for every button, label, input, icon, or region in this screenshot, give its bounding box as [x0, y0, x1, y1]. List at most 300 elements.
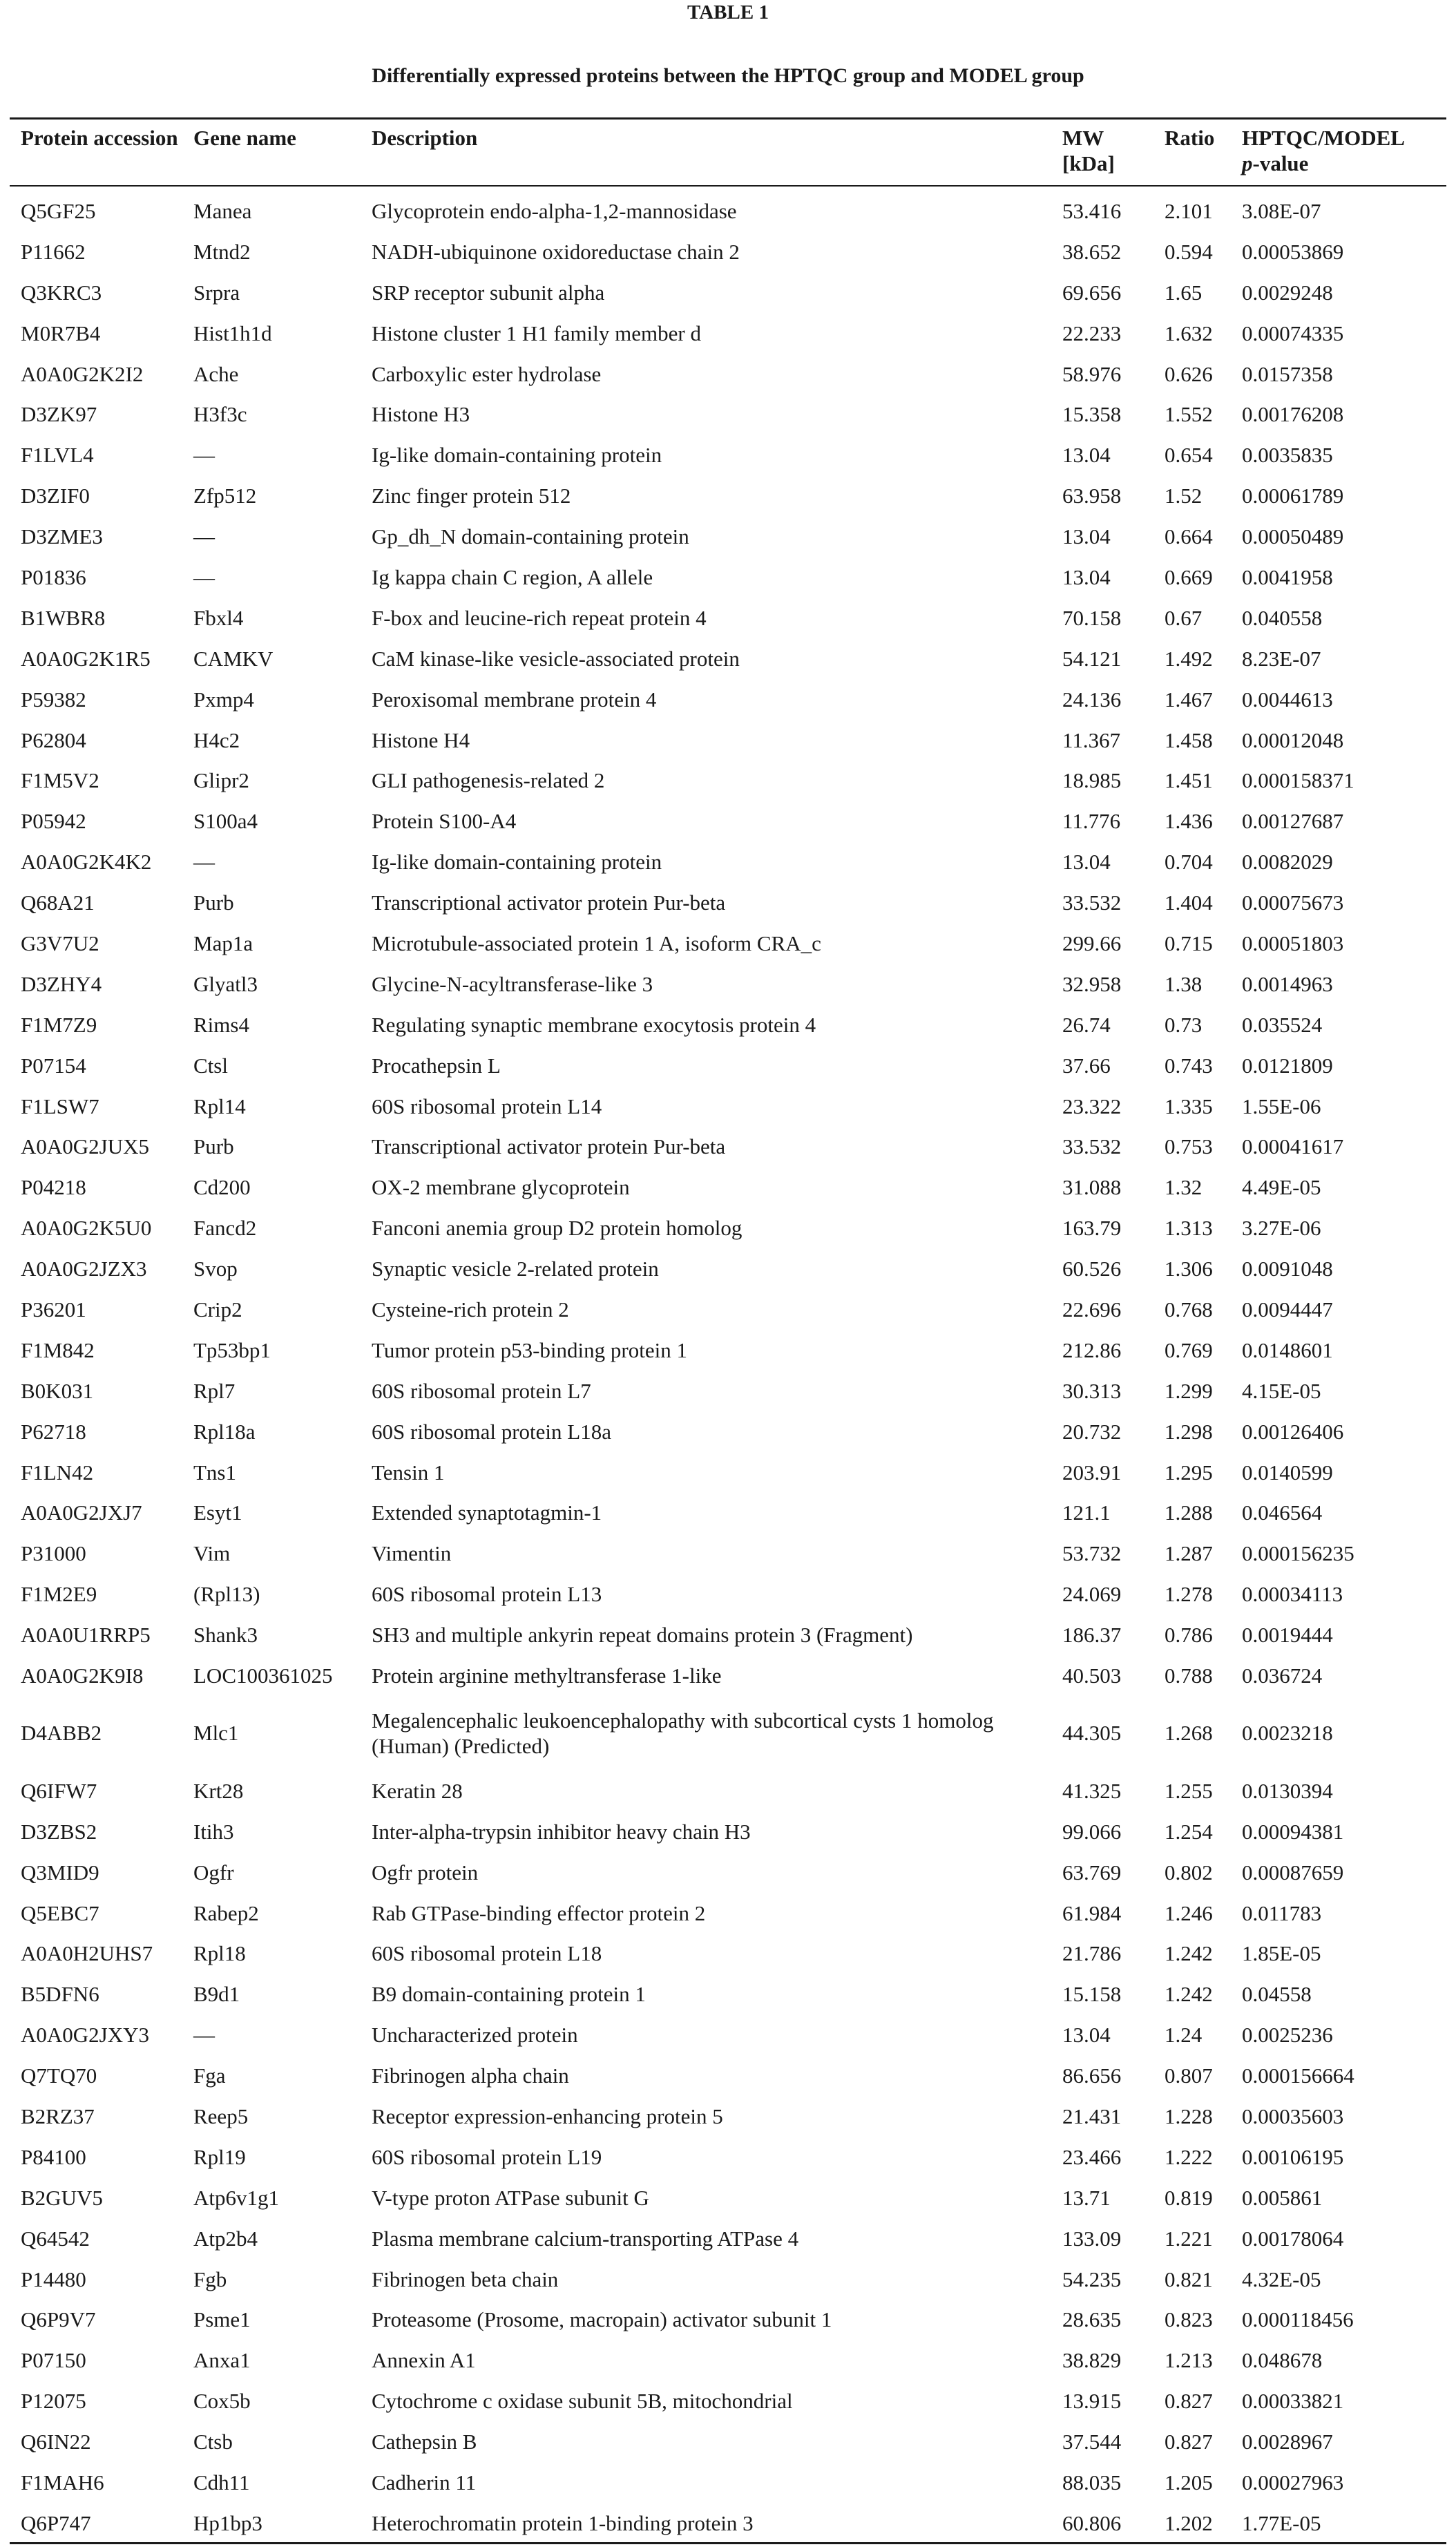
cell-description: Ig-like domain-containing protein — [372, 850, 662, 875]
cell-ratio: 0.626 — [1165, 361, 1213, 386]
cell-pvalue: 0.0029248 — [1242, 280, 1333, 305]
table-row — [10, 1811, 1446, 1852]
cell-accession: Q5GF25 — [21, 198, 96, 223]
cell-pvalue: 0.00027963 — [1242, 2470, 1344, 2495]
cell-description: Protein S100-A4 — [372, 809, 517, 834]
cell-gene-name: Purb — [193, 890, 234, 915]
cell-mw: 13.04 — [1062, 524, 1111, 549]
cell-ratio: 1.632 — [1165, 321, 1213, 345]
cell-mw: 212.86 — [1062, 1337, 1122, 1362]
cell-accession: A0A0G2K9I8 — [21, 1663, 144, 1688]
cell-mw: 15.358 — [1062, 402, 1122, 427]
cell-ratio: 1.202 — [1165, 2510, 1213, 2535]
cell-description: Ig kappa chain C region, A allele — [372, 564, 653, 589]
cell-mw: 26.74 — [1062, 1012, 1111, 1037]
cell-description: Fibrinogen alpha chain — [372, 2063, 569, 2088]
table-row — [10, 2503, 1446, 2544]
cell-gene-name: Rabep2 — [193, 1900, 259, 1925]
table-row — [10, 557, 1446, 598]
table-row — [10, 679, 1446, 720]
cell-description: CaM kinase-like vesicle-associated protein — [372, 646, 740, 671]
table-row — [10, 394, 1446, 435]
cell-gene-name: Ctsb — [193, 2430, 233, 2454]
cell-description: Microtubule-associated protein 1 A, isoform CRA_c — [372, 931, 821, 955]
table-row — [10, 1371, 1446, 1411]
cell-description: Histone H3 — [372, 402, 470, 427]
cell-gene-name: B9d1 — [193, 1982, 240, 2007]
cell-mw: 60.806 — [1062, 2510, 1122, 2535]
cell-gene-name: Manea — [193, 198, 252, 223]
table-row — [10, 1934, 1446, 1974]
table-bottom-rule — [10, 2542, 1446, 2544]
cell-ratio: 1.458 — [1165, 727, 1213, 752]
cell-accession: P59382 — [21, 687, 86, 712]
column-header-gene: Gene name — [193, 126, 296, 150]
table-row — [10, 2259, 1446, 2300]
table-row — [10, 1330, 1446, 1371]
cell-accession: F1LN42 — [21, 1460, 94, 1485]
cell-pvalue: 0.00176208 — [1242, 402, 1344, 427]
cell-pvalue: 0.00061789 — [1242, 484, 1344, 508]
cell-ratio: 1.228 — [1165, 2104, 1213, 2129]
cell-ratio: 0.664 — [1165, 524, 1213, 549]
cell-description: Procathepsin L — [372, 1053, 501, 1078]
cell-pvalue: 0.00126406 — [1242, 1419, 1344, 1444]
cell-accession: D3ZME3 — [21, 524, 103, 549]
cell-accession: A0A0G2JUX5 — [21, 1134, 149, 1159]
cell-gene-name: Hist1h1d — [193, 321, 272, 345]
table-row — [10, 1126, 1446, 1167]
table-row — [10, 1045, 1446, 1086]
column-header-ratio: Ratio — [1165, 126, 1215, 150]
cell-gene-name: LOC100361025 — [193, 1663, 333, 1688]
table-caption: Differentially expressed proteins between the HPTQC group and MODEL group — [372, 64, 1084, 87]
cell-ratio: 1.298 — [1165, 1419, 1213, 1444]
cell-description: SRP receptor subunit alpha — [372, 280, 605, 305]
table-row — [10, 598, 1446, 638]
cell-gene-name: — — [193, 443, 215, 468]
cell-accession: P05942 — [21, 809, 86, 834]
cell-accession: A0A0G2JZX3 — [21, 1257, 147, 1281]
cell-accession: Q64542 — [21, 2226, 90, 2251]
cell-mw: 61.984 — [1062, 1900, 1122, 1925]
table-row — [10, 882, 1446, 923]
cell-pvalue: 0.0140599 — [1242, 1460, 1333, 1485]
cell-ratio: 0.802 — [1165, 1860, 1213, 1885]
cell-gene-name: H4c2 — [193, 727, 240, 752]
cell-mw: 15.158 — [1062, 1982, 1122, 2007]
cell-ratio: 1.213 — [1165, 2348, 1213, 2373]
cell-gene-name: Fbxl4 — [193, 605, 244, 630]
cell-mw: 38.652 — [1062, 239, 1122, 264]
cell-pvalue: 0.000118456 — [1242, 2307, 1354, 2332]
table-row — [10, 1533, 1446, 1574]
cell-pvalue: 0.048678 — [1242, 2348, 1323, 2373]
cell-accession: Q6IN22 — [21, 2430, 91, 2454]
cell-gene-name: Ogfr — [193, 1860, 234, 1885]
table-row — [10, 1974, 1446, 2014]
cell-description: Carboxylic ester hydrolase — [372, 361, 602, 386]
cell-accession: P04218 — [21, 1175, 86, 1200]
cell-pvalue: 1.55E-06 — [1242, 1094, 1321, 1118]
table-row — [10, 1893, 1446, 1934]
cell-gene-name: Cox5b — [193, 2389, 251, 2414]
cell-ratio: 0.821 — [1165, 2267, 1213, 2291]
cell-pvalue: 1.85E-05 — [1242, 1941, 1321, 1966]
cell-accession: Q68A21 — [21, 890, 95, 915]
cell-ratio: 1.32 — [1165, 1175, 1203, 1200]
cell-mw: 121.1 — [1062, 1500, 1111, 1525]
cell-description: Histone H4 — [372, 727, 470, 752]
cell-mw: 33.532 — [1062, 890, 1122, 915]
protein-table — [10, 120, 1446, 2544]
table-header — [10, 120, 1446, 191]
table-row — [10, 1574, 1446, 1614]
cell-description: Inter-alpha-trypsin inhibitor heavy chain H3 — [372, 1819, 751, 1844]
table-header-row — [10, 120, 1446, 191]
cell-description: Protein arginine methyltransferase 1-like — [372, 1663, 722, 1688]
cell-description: Tensin 1 — [372, 1460, 445, 1485]
cell-ratio: 0.769 — [1165, 1337, 1213, 1362]
cell-pvalue: 0.040558 — [1242, 605, 1323, 630]
table-row — [10, 2096, 1446, 2137]
cell-accession: F1M5V2 — [21, 768, 99, 793]
cell-gene-name: Rpl18 — [193, 1941, 246, 1966]
cell-ratio: 0.669 — [1165, 564, 1213, 589]
cell-accession: D4ABB2 — [21, 1721, 102, 1746]
cell-ratio: 1.451 — [1165, 768, 1213, 793]
column-header-mw: MW [kDa] — [1062, 126, 1115, 175]
cell-pvalue: 0.00106195 — [1242, 2144, 1344, 2169]
cell-description: 60S ribosomal protein L18 — [372, 1941, 602, 1966]
cell-mw: 88.035 — [1062, 2470, 1122, 2495]
cell-description: Cytochrome c oxidase subunit 5B, mitochondrial — [372, 2389, 793, 2414]
cell-description: Tumor protein p53-binding protein 1 — [372, 1337, 687, 1362]
table-row — [10, 354, 1446, 394]
cell-accession: A0A0G2JXY3 — [21, 2023, 149, 2048]
cell-ratio: 1.288 — [1165, 1500, 1213, 1525]
column-header-description: Description — [372, 126, 478, 150]
cell-gene-name: Ache — [193, 361, 239, 386]
cell-gene-name: Pxmp4 — [193, 687, 254, 712]
cell-mw: 24.069 — [1062, 1582, 1122, 1607]
cell-gene-name: S100a4 — [193, 809, 258, 834]
cell-gene-name: Crip2 — [193, 1297, 242, 1322]
cell-ratio: 0.73 — [1165, 1012, 1203, 1037]
cell-description: 60S ribosomal protein L19 — [372, 2144, 602, 2169]
cell-description: Fibrinogen beta chain — [372, 2267, 559, 2291]
cell-pvalue: 0.00127687 — [1242, 809, 1344, 834]
cell-description: 60S ribosomal protein L18a — [372, 1419, 611, 1444]
table-row — [10, 2300, 1446, 2340]
cell-accession: Q6P9V7 — [21, 2307, 96, 2332]
cell-gene-name: Svop — [193, 1257, 238, 1281]
cell-ratio: 1.246 — [1165, 1900, 1213, 1925]
cell-ratio: 1.24 — [1165, 2023, 1203, 2048]
cell-accession: D3ZBS2 — [21, 1819, 97, 1844]
cell-pvalue: 0.0014963 — [1242, 971, 1333, 996]
table-row — [10, 2218, 1446, 2259]
table-row — [10, 801, 1446, 841]
cell-gene-name: Esyt1 — [193, 1500, 242, 1525]
pvalue-header-suffix: -value — [1252, 151, 1309, 175]
cell-ratio: 1.287 — [1165, 1541, 1213, 1566]
cell-mw: 40.503 — [1062, 1663, 1122, 1688]
cell-ratio: 1.255 — [1165, 1778, 1213, 1803]
cell-mw: 23.466 — [1062, 2144, 1122, 2169]
column-header-accession: Protein accession — [21, 126, 178, 150]
cell-description: Vimentin — [372, 1541, 452, 1566]
table-row — [10, 231, 1446, 272]
cell-ratio: 1.467 — [1165, 687, 1213, 712]
cell-gene-name: Mtnd2 — [193, 239, 251, 264]
cell-ratio: 1.52 — [1165, 484, 1203, 508]
table-row — [10, 1208, 1446, 1248]
cell-gene-name: H3f3c — [193, 402, 247, 427]
cell-ratio: 0.67 — [1165, 605, 1203, 630]
cell-mw: 54.121 — [1062, 646, 1122, 671]
cell-gene-name: CAMKV — [193, 646, 274, 671]
cell-pvalue: 0.0041958 — [1242, 564, 1333, 589]
cell-gene-name: Tns1 — [193, 1460, 236, 1485]
cell-accession: A0A0H2UHS7 — [21, 1941, 153, 1966]
table-row — [10, 2421, 1446, 2462]
cell-pvalue: 4.32E-05 — [1242, 2267, 1321, 2291]
cell-ratio: 0.704 — [1165, 850, 1213, 875]
cell-gene-name: Tp53bp1 — [193, 1337, 271, 1362]
cell-description: Synaptic vesicle 2-related protein — [372, 1257, 659, 1281]
cell-mw: 31.088 — [1062, 1175, 1122, 1200]
cell-mw: 11.776 — [1062, 809, 1121, 834]
cell-pvalue: 0.000156235 — [1242, 1541, 1354, 1566]
cell-ratio: 1.313 — [1165, 1216, 1213, 1241]
cell-pvalue: 0.0121809 — [1242, 1053, 1333, 1078]
cell-description: Heterochromatin protein 1-binding protein 3 — [372, 2510, 754, 2535]
cell-gene-name: Vim — [193, 1541, 231, 1566]
table-row — [10, 2177, 1446, 2218]
cell-description: B9 domain-containing protein 1 — [372, 1982, 646, 2007]
cell-description: Fanconi anemia group D2 protein homolog — [372, 1216, 743, 1241]
cell-pvalue: 0.000158371 — [1242, 768, 1354, 793]
cell-accession: A0A0U1RRP5 — [21, 1623, 151, 1648]
cell-pvalue: 8.23E-07 — [1242, 646, 1321, 671]
cell-description: Extended synaptotagmin-1 — [372, 1500, 602, 1525]
cell-description: 60S ribosomal protein L7 — [372, 1378, 591, 1403]
cell-accession: A0A0G2K5U0 — [21, 1216, 152, 1241]
cell-ratio: 1.492 — [1165, 646, 1213, 671]
table-row — [10, 191, 1446, 231]
cell-mw: 37.544 — [1062, 2430, 1122, 2454]
table-row — [10, 841, 1446, 882]
table-row — [10, 1493, 1446, 1534]
cell-gene-name: Rims4 — [193, 1012, 249, 1037]
cell-mw: 13.71 — [1062, 2185, 1111, 2210]
cell-pvalue: 0.00087659 — [1242, 1860, 1344, 1885]
cell-gene-name: Itih3 — [193, 1819, 234, 1844]
cell-mw: 13.915 — [1062, 2389, 1122, 2414]
cell-accession: Q5EBC7 — [21, 1900, 99, 1925]
table-row — [10, 475, 1446, 516]
cell-mw: 23.322 — [1062, 1094, 1122, 1118]
cell-description: Annexin A1 — [372, 2348, 476, 2373]
cell-mw: 37.66 — [1062, 1053, 1111, 1078]
cell-description: Ogfr protein — [372, 1860, 479, 1885]
cell-accession: F1LSW7 — [21, 1094, 99, 1118]
table-row — [10, 2014, 1446, 2055]
cell-pvalue: 0.0148601 — [1242, 1337, 1333, 1362]
cell-description: 60S ribosomal protein L13 — [372, 1582, 602, 1607]
table-row — [10, 1452, 1446, 1493]
cell-mw: 99.066 — [1062, 1819, 1122, 1844]
cell-description: V-type proton ATPase subunit G — [372, 2185, 649, 2210]
cell-accession: B2GUV5 — [21, 2185, 103, 2210]
table-row — [10, 1614, 1446, 1655]
cell-pvalue: 0.0019444 — [1242, 1623, 1333, 1648]
cell-pvalue: 0.00041617 — [1242, 1134, 1344, 1159]
cell-mw: 44.305 — [1062, 1721, 1122, 1746]
cell-accession: B5DFN6 — [21, 1982, 99, 2007]
table-number: TABLE 1 — [687, 1, 769, 23]
cell-description: Zinc finger protein 512 — [372, 484, 571, 508]
cell-ratio: 1.404 — [1165, 890, 1213, 915]
cell-mw: 32.958 — [1062, 971, 1122, 996]
cell-gene-name: Atp2b4 — [193, 2226, 258, 2251]
cell-mw: 70.158 — [1062, 605, 1122, 630]
cell-ratio: 1.38 — [1165, 971, 1203, 996]
cell-accession: G3V7U2 — [21, 931, 99, 955]
cell-mw: 53.732 — [1062, 1541, 1122, 1566]
cell-mw: 63.958 — [1062, 484, 1122, 508]
cell-mw: 21.786 — [1062, 1941, 1122, 1966]
cell-pvalue: 0.00051803 — [1242, 931, 1344, 955]
cell-pvalue: 0.00074335 — [1242, 321, 1344, 345]
cell-pvalue: 0.00050489 — [1242, 524, 1344, 549]
cell-accession: P14480 — [21, 2267, 86, 2291]
table-row — [10, 964, 1446, 1004]
cell-ratio: 1.436 — [1165, 809, 1213, 834]
table-row — [10, 1771, 1446, 1811]
cell-description: Receptor expression-enhancing protein 5 — [372, 2104, 723, 2129]
cell-mw: 38.829 — [1062, 2348, 1122, 2373]
table-row — [10, 1852, 1446, 1893]
cell-description: Regulating synaptic membrane exocytosis protein 4 — [372, 1012, 816, 1037]
cell-accession: P62804 — [21, 727, 86, 752]
cell-gene-name: Cd200 — [193, 1175, 251, 1200]
cell-mw: 58.976 — [1062, 361, 1122, 386]
cell-gene-name: Rpl7 — [193, 1378, 236, 1403]
table-row — [10, 2462, 1446, 2503]
cell-pvalue: 0.0157358 — [1242, 361, 1333, 386]
cell-mw: 30.313 — [1062, 1378, 1122, 1403]
cell-ratio: 0.827 — [1165, 2430, 1213, 2454]
cell-accession: P31000 — [21, 1541, 86, 1566]
cell-pvalue: 0.00035603 — [1242, 2104, 1344, 2129]
cell-gene-name: Zfp512 — [193, 484, 257, 508]
cell-pvalue: 0.0094447 — [1242, 1297, 1333, 1322]
cell-ratio: 0.768 — [1165, 1297, 1213, 1322]
cell-description: Histone cluster 1 H1 family member d — [372, 321, 701, 345]
cell-ratio: 0.807 — [1165, 2063, 1213, 2088]
cell-description: Cadherin 11 — [372, 2470, 477, 2495]
cell-gene-name: Anxa1 — [193, 2348, 251, 2373]
cell-pvalue: 0.035524 — [1242, 1012, 1323, 1037]
column-header-pvalue — [1231, 120, 1446, 191]
cell-accession: Q6IFW7 — [21, 1778, 97, 1803]
cell-ratio: 1.552 — [1165, 402, 1213, 427]
cell-gene-name: Rpl19 — [193, 2144, 246, 2169]
cell-description: GLI pathogenesis-related 2 — [372, 768, 605, 793]
cell-accession: A0A0G2JXJ7 — [21, 1500, 142, 1525]
cell-ratio: 1.222 — [1165, 2144, 1213, 2169]
cell-gene-name: Ctsl — [193, 1053, 228, 1078]
cell-gene-name: Srpra — [193, 280, 240, 305]
cell-gene-name: Glyatl3 — [193, 971, 258, 996]
table-row — [10, 2137, 1446, 2177]
cell-gene-name: — — [193, 2023, 215, 2048]
cell-mw: 18.985 — [1062, 768, 1122, 793]
cell-description: Rab GTPase-binding effector protein 2 — [372, 1900, 706, 1925]
cell-mw: 11.367 — [1062, 727, 1121, 752]
cell-accession: P07150 — [21, 2348, 86, 2373]
cell-mw: 53.416 — [1062, 198, 1122, 223]
cell-gene-name: Hp1bp3 — [193, 2510, 262, 2535]
cell-accession: F1M2E9 — [21, 1582, 97, 1607]
cell-pvalue: 0.00033821 — [1242, 2389, 1344, 2414]
cell-description: NADH-ubiquinone oxidoreductase chain 2 — [372, 239, 740, 264]
cell-mw: 186.37 — [1062, 1623, 1122, 1648]
cell-gene-name: Fancd2 — [193, 1216, 257, 1241]
cell-accession: D3ZK97 — [21, 402, 97, 427]
cell-ratio: 0.654 — [1165, 443, 1213, 468]
cell-accession: P12075 — [21, 2389, 86, 2414]
cell-gene-name: Glipr2 — [193, 768, 249, 793]
cell-accession: D3ZIF0 — [21, 484, 90, 508]
cell-mw: 163.79 — [1062, 1216, 1122, 1241]
cell-ratio: 1.299 — [1165, 1378, 1213, 1403]
cell-mw: 203.91 — [1062, 1460, 1122, 1485]
cell-accession: Q6P747 — [21, 2510, 91, 2535]
cell-pvalue: 0.000156664 — [1242, 2063, 1354, 2088]
table-row — [10, 272, 1446, 313]
cell-mw: 60.526 — [1062, 1257, 1122, 1281]
cell-mw: 21.431 — [1062, 2104, 1122, 2129]
cell-pvalue: 3.08E-07 — [1242, 198, 1321, 223]
cell-ratio: 2.101 — [1165, 198, 1213, 223]
table-row — [10, 638, 1446, 679]
cell-gene-name: Krt28 — [193, 1778, 244, 1803]
cell-description: Gp_dh_N domain-containing protein — [372, 524, 689, 549]
cell-ratio: 0.788 — [1165, 1663, 1213, 1688]
cell-ratio: 0.715 — [1165, 931, 1213, 955]
cell-accession: B0K031 — [21, 1378, 94, 1403]
cell-pvalue: 1.77E-05 — [1242, 2510, 1321, 2535]
cell-pvalue: 0.005861 — [1242, 2185, 1323, 2210]
cell-description: Ig-like domain-containing protein — [372, 443, 662, 468]
cell-pvalue: 0.00094381 — [1242, 1819, 1344, 1844]
table-row — [10, 2055, 1446, 2096]
cell-gene-name: Psme1 — [193, 2307, 251, 2332]
cell-mw: 133.09 — [1062, 2226, 1122, 2251]
cell-accession: Q3KRC3 — [21, 280, 102, 305]
cell-description: Uncharacterized protein — [372, 2023, 578, 2048]
cell-accession: F1M842 — [21, 1337, 95, 1362]
table-row — [10, 1411, 1446, 1452]
cell-ratio: 0.823 — [1165, 2307, 1213, 2332]
cell-pvalue: 0.0025236 — [1242, 2023, 1333, 2048]
table-row — [10, 435, 1446, 475]
table-row — [10, 1655, 1446, 1696]
cell-mw: 24.136 — [1062, 687, 1122, 712]
